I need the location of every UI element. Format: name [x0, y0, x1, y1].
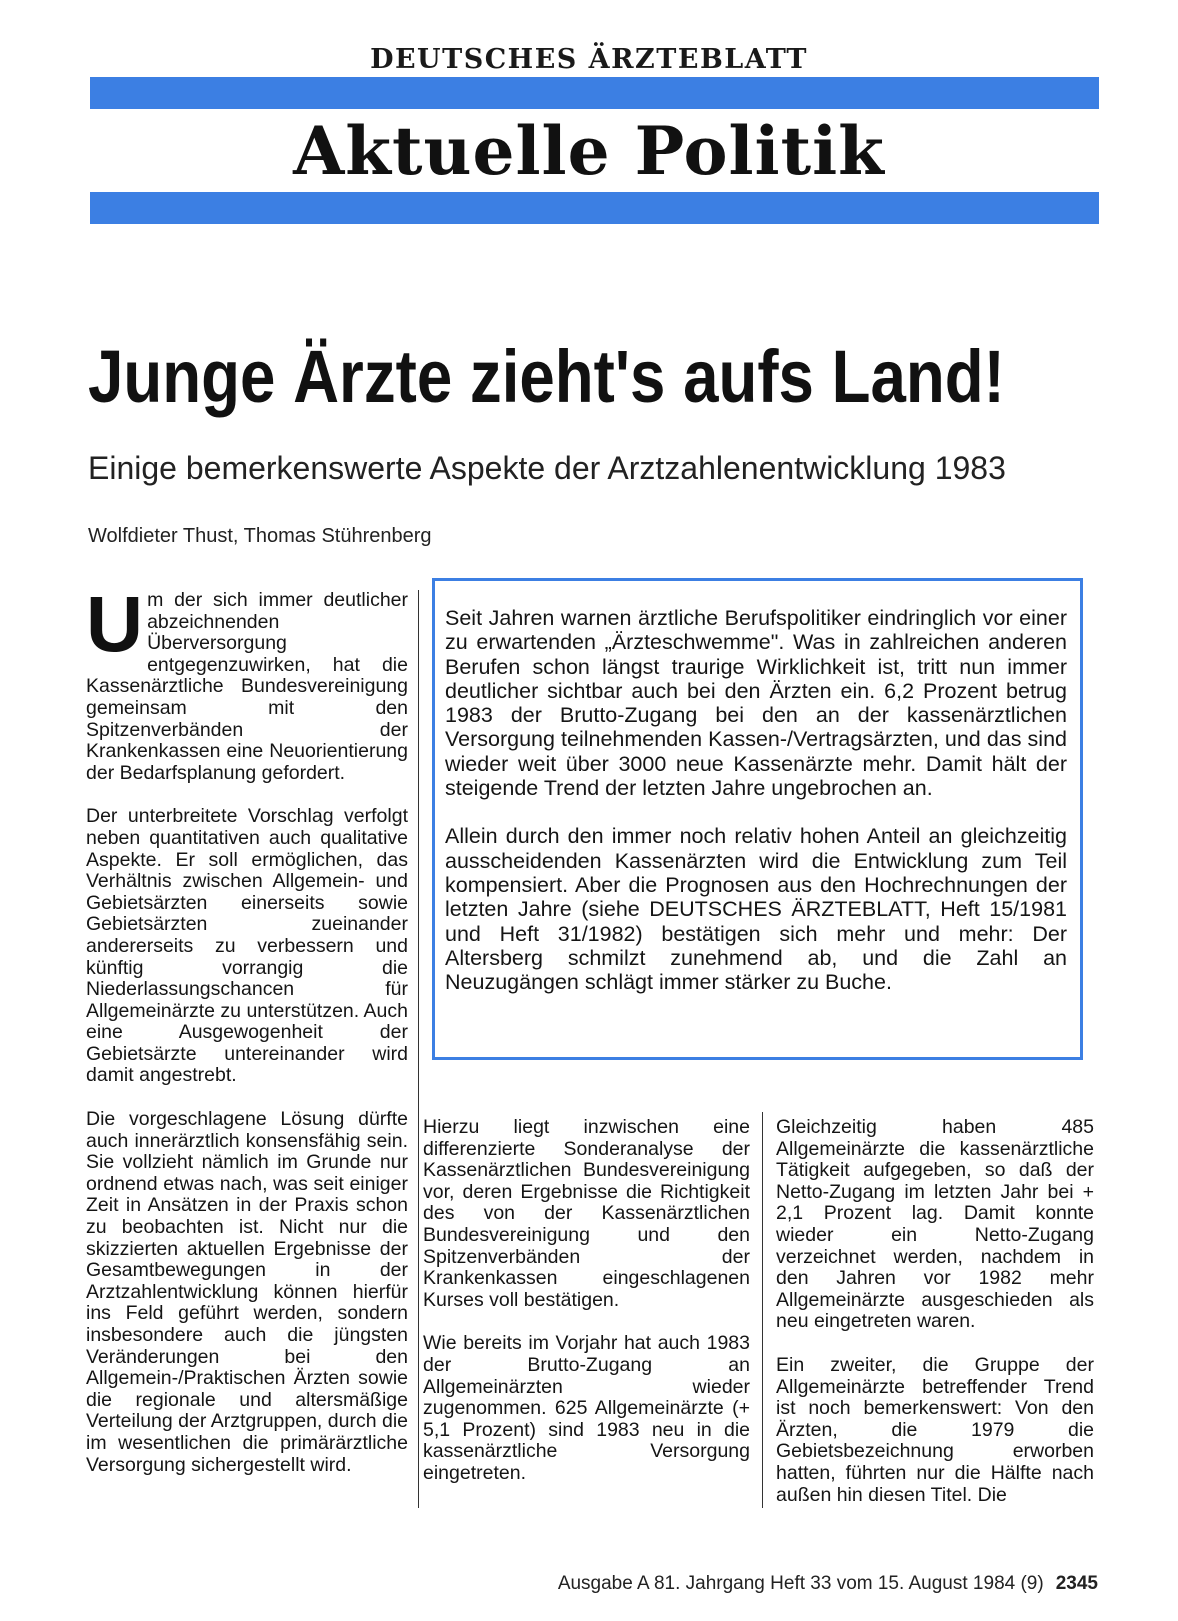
drop-cap: U: [86, 579, 144, 668]
paragraph: [86, 579, 408, 784]
article-headline: Junge Ärzte zieht's aufs Land!: [88, 335, 1005, 418]
summary-box: [445, 606, 1067, 1018]
edition-info: Ausgabe A 81. Jahrgang Heft 33 vom 15. August 1984 (9): [557, 1573, 1044, 1594]
paragraph: Die vorgeschlagene Lösung dürfte auch innerärztlich konsensfähig sein. Sie vollzieht nämlich im Grunde nur ordnend etwas nach, was seit einiger Zeit in Ansätzen in der Praxis schon zu beobachten ist. Nicht nur die skizzierten aktuellen Ergebnisse der Gesamtbewegungen in der Arztzahlentwicklung können hierfür ins Feld geführt werden, sondern insbesondere auch die jüngsten Veränderungen bei den Allgemein-/Praktischen Ärzten sowie die regionale und altersmäßige Verteilung der Arztgruppen, durch die im wesentlichen die primärärztliche Versorgung sichergestellt wird.: [86, 1108, 408, 1476]
summary-paragraph: Allein durch den immer noch relativ hohen Anteil an gleichzeitig ausscheidenden Kassenärzten wird die Entwicklung zum Teil kompensiert. Aber die Prognosen aus den Hochrechnungen der letzten Jahre (siehe DEUTSCHES ÄRZTEBLATT, Heft 15/1981 und Heft 31/1982) bestätigen sich mehr und mehr: Der Altersberg schmilzt zunehmend ab, und die Zahl an Neuzugängen schlägt immer stärker zu Buche.: [445, 824, 1067, 995]
paragraph: Hierzu liegt inzwischen eine differenzierte Sonderanalyse der Kassenärztlichen Bundesvereinigung vor, deren Ergebnisse die Richtigkeit des von der Kassenärztlichen Bundesvereinigung und den Spitzenverbänden der Krankenkassen eingeschlagenen Kurses voll bestätigen.: [423, 1116, 750, 1311]
paragraph: Gleichzeitig haben 485 Allgemeinärzte die kassenärztliche Tätigkeit aufgegeben, so daß der Netto-Zugang im letzten Jahr bei + 2,1 Prozent lag. Damit konnte wieder ein Netto-Zugang verzeichnet werden, nachdem in den Jahren vor 1982 mehr Allgemeinärzte ausgeschieden als neu eingetreten waren.: [776, 1116, 1094, 1333]
column-middle: [423, 1117, 750, 1507]
page-number: 2345: [1055, 1573, 1098, 1594]
bottom-blue-bar: [90, 192, 1099, 224]
column-right: [776, 1117, 1094, 1528]
column-divider: [762, 1112, 763, 1508]
paragraph: Der unterbreitete Vorschlag verfolgt neben quantitativen auch qualitative Aspekte. Er soll ermöglichen, das Verhältnis zwischen Allgemein- und Gebietsärzten einerseits sowie Gebietsärzten zueinander andererseits zu verbessern und künftig vorrangig die Niederlassungschancen für Allgemeinärzte zu unterstützen. Auch eine Ausgewogenheit der Gebietsärzte untereinander wird damit angestrebt.: [86, 805, 408, 1087]
top-blue-bar: [90, 77, 1099, 109]
article-subtitle: Einige bemerkenswerte Aspekte der Arztzahlenentwicklung 1983: [88, 450, 1006, 486]
article-authors: Wolfdieter Thust, Thomas Stührenberg: [88, 525, 432, 547]
paragraph: Wie bereits im Vorjahr hat auch 1983 der Brutto-Zugang an Allgemeinärzten wieder zugenommen. 625 Allgemeinärzte (+ 5,1 Prozent) sind 1983 neu in die kassenärztliche Versorgung eingetreten.: [423, 1332, 750, 1484]
journal-masthead: DEUTSCHES ÄRZTEBLATT: [370, 44, 808, 75]
summary-paragraph: Seit Jahren warnen ärztliche Berufspolitiker eindringlich vor einer zu erwartenden „Ärzteschwemme". Was in zahlreichen anderen Berufen schon längst traurige Wirklichkeit ist, tritt nun immer deutlicher sichtbar auch bei den Ärzten ein. 6,2 Prozent betrug 1983 der Brutto-Zugang bei den an der kassenärztlichen Versorgung teilnehmenden Kassen-/Vertragsärzten, und das sind wieder weit über 3000 neue Kassenärzte mehr. Damit hält der steigende Trend der letzten Jahre ungebrochen an.: [445, 606, 1067, 801]
column-left: [86, 579, 408, 1498]
section-title: Aktuelle Politik: [293, 112, 885, 190]
page-footer: [0, 1573, 1098, 1595]
paragraph: Ein zweiter, die Gruppe der Allgemeinärzte betreffender Trend ist noch bemerkenswert: Von den Ärzten, die 1979 die Gebietsbezeichnung erworben hatten, führten nur die Hälfte nach außen hin diesen Titel. Die: [776, 1353, 1094, 1506]
column-divider: [418, 590, 419, 1508]
paragraph-text: m der sich immer deutlicher abzeichnenden Überversorgung entgegenzuwirken, hat die Kassenärztliche Bundesvereinigung gemeinsam mit den Spitzenverbänden der Krankenkassen eine Neuorientierung der Bedarfsplanung gefordert.: [86, 589, 408, 784]
